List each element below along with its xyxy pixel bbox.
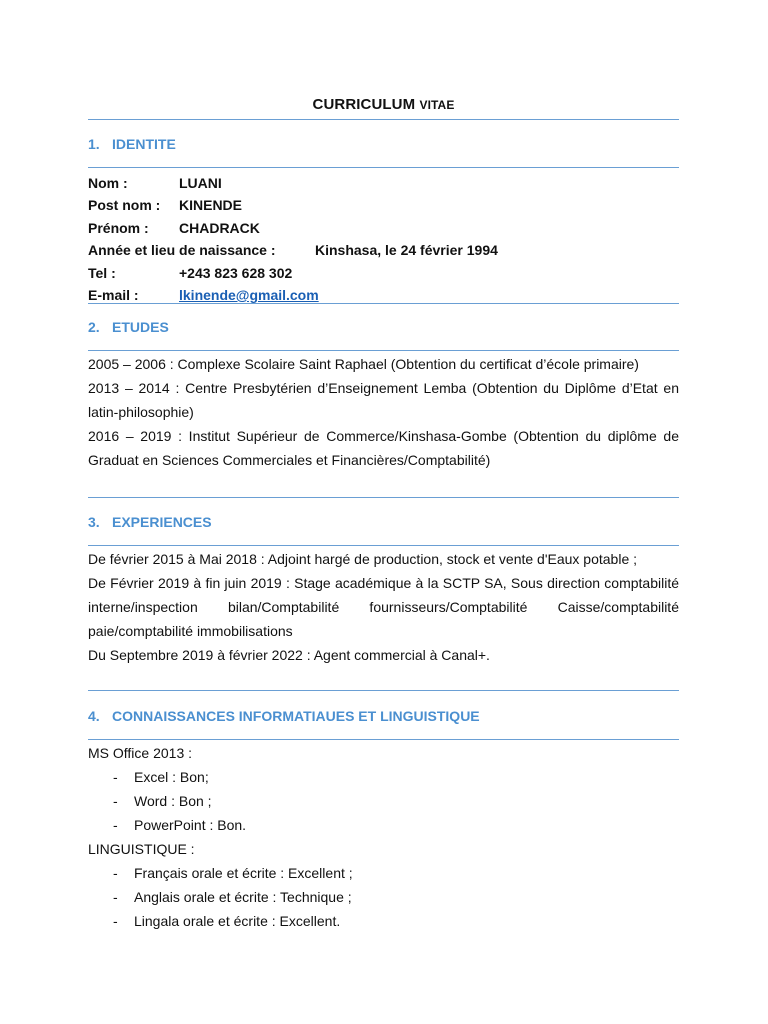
postnom-value: KINENDE bbox=[179, 197, 243, 214]
section-title-etudes bbox=[88, 319, 169, 335]
dash-bullet: - bbox=[113, 793, 118, 809]
identity-row-tel bbox=[88, 262, 679, 284]
experience-entry: Du Septembre 2019 à février 2022 : Agent commercial à Canal+. bbox=[88, 647, 490, 663]
etude-entry: 2005 – 2006 : Complexe Scolaire Saint Raphael (Obtention du certificat d’école primaire) bbox=[88, 356, 639, 372]
etude-entry: 2016 – 2019 : Institut Supérieur de Commerce/Kinshasa-Gombe (Obtention du diplôme de Graduat en Sciences Commerciales et Financières/Comptabilité) bbox=[88, 428, 679, 468]
section-title-connaissances bbox=[88, 708, 480, 724]
page-title bbox=[88, 96, 679, 113]
section-number: 2. bbox=[88, 319, 100, 335]
etude-entry: 2013 – 2014 : Centre Presbytérien d’Enseignement Lemba (Obtention du Diplôme d’Etat en latin-philosophie) bbox=[88, 380, 679, 420]
identity-row-nom bbox=[88, 172, 679, 194]
section-number: 1. bbox=[88, 136, 100, 152]
etudes-list bbox=[88, 352, 679, 472]
skills-block bbox=[88, 741, 679, 933]
email-label: E-mail : bbox=[88, 286, 139, 303]
postnom-label: Post nom : bbox=[88, 197, 161, 214]
list-item bbox=[88, 789, 679, 813]
dash-bullet: - bbox=[113, 889, 118, 905]
identity-block bbox=[88, 172, 679, 306]
dash-bullet: - bbox=[113, 913, 118, 929]
title-main: CURRICULUM bbox=[312, 96, 416, 113]
list-item bbox=[88, 885, 679, 909]
experience-entry: De Février 2019 à fin juin 2019 : Stage académique à la SCTP SA, Sous direction comptabilité interne/inspection bilan/Comptabilité fournisseurs/Comptabilité Caisse/comptabilité paie/comptabilité immobilisations bbox=[88, 575, 679, 639]
experience-entry: De février 2015 à Mai 2018 : Adjoint hargé de production, stock et vente d'Eaux potable ; bbox=[88, 551, 638, 567]
list-item-text: Français orale et écrite : Excellent ; bbox=[134, 865, 353, 881]
list-item-text: Excel : Bon; bbox=[134, 769, 209, 785]
divider bbox=[88, 545, 679, 546]
dash-bullet: - bbox=[113, 769, 118, 785]
list-item-text: Anglais orale et écrite : Technique ; bbox=[134, 889, 352, 905]
list-item-text: PowerPoint : Bon. bbox=[134, 817, 247, 833]
divider bbox=[88, 167, 679, 168]
informatique-list bbox=[88, 765, 679, 837]
naissance-label: Année et lieu de naissance : bbox=[88, 242, 276, 259]
nom-label: Nom : bbox=[88, 175, 128, 191]
section-title-identite bbox=[88, 136, 176, 152]
section-label: IDENTITE bbox=[112, 136, 176, 152]
section-label: ETUDES bbox=[112, 319, 169, 335]
list-item-text: Word : Bon ; bbox=[134, 793, 212, 809]
list-item bbox=[88, 861, 679, 885]
divider bbox=[88, 739, 679, 740]
divider bbox=[88, 119, 679, 120]
list-item bbox=[88, 813, 679, 837]
divider bbox=[88, 303, 679, 304]
linguistique-heading: LINGUISTIQUE : bbox=[88, 841, 195, 857]
dash-bullet: - bbox=[113, 865, 118, 881]
list-item bbox=[88, 909, 679, 933]
tel-value: +243 823 628 302 bbox=[179, 264, 293, 281]
section-label: CONNAISSANCES INFORMATIAUES ET LINGUISTIQUE bbox=[112, 708, 480, 724]
list-item bbox=[88, 765, 679, 789]
title-sub: VITAE bbox=[419, 98, 455, 112]
email-link[interactable]: lkinende@gmail.com bbox=[179, 286, 319, 303]
section-number: 4. bbox=[88, 708, 100, 724]
section-number: 3. bbox=[88, 514, 100, 530]
divider bbox=[88, 690, 679, 691]
linguistique-list bbox=[88, 861, 679, 933]
informatique-heading: MS Office 2013 : bbox=[88, 745, 193, 761]
identity-row-naissance bbox=[88, 239, 679, 261]
divider bbox=[88, 350, 679, 351]
dash-bullet: - bbox=[113, 817, 118, 833]
naissance-value: Kinshasa, le 24 février 1994 bbox=[315, 242, 498, 259]
nom-value: LUANI bbox=[179, 175, 222, 191]
section-label: EXPERIENCES bbox=[112, 514, 212, 530]
divider bbox=[88, 497, 679, 498]
list-item-text: Lingala orale et écrite : Excellent. bbox=[134, 913, 341, 929]
prenom-label: Prénom : bbox=[88, 219, 149, 236]
identity-row-postnom bbox=[88, 194, 679, 216]
section-title-experiences bbox=[88, 514, 212, 530]
identity-row-prenom bbox=[88, 217, 679, 239]
prenom-value: CHADRACK bbox=[179, 219, 260, 236]
tel-label: Tel : bbox=[88, 264, 116, 281]
experiences-list bbox=[88, 547, 679, 667]
